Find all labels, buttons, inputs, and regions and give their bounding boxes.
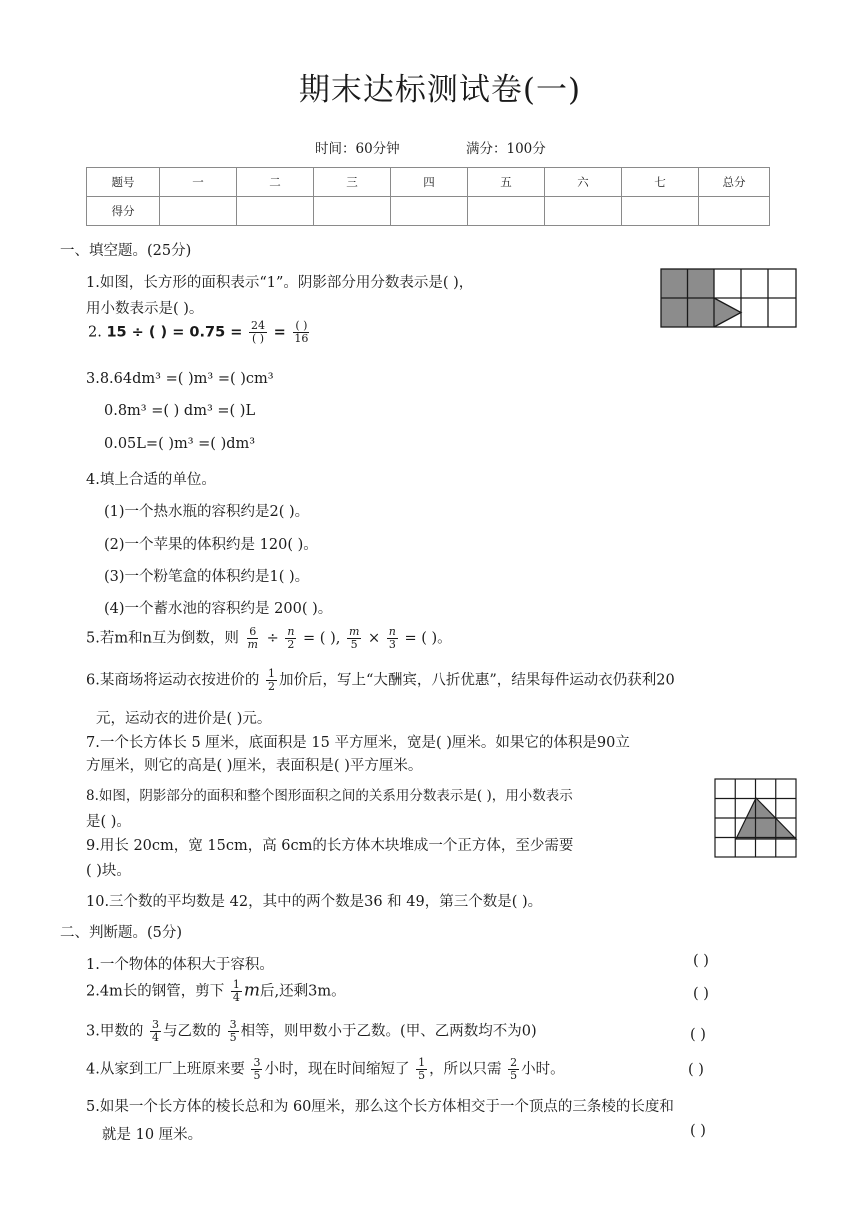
fraction-denominator: ( ) <box>251 332 265 345</box>
question-text: 后,还剩3m。 <box>260 983 346 1000</box>
question-text: 加价后，写上“大酬宾，八折优惠”，结果每件运动衣仍获利20 <box>278 672 675 689</box>
rectangle-fraction-figure <box>660 268 798 330</box>
score-input-cell[interactable] <box>314 197 391 226</box>
table-cell: 四 <box>391 168 468 197</box>
question-3-line-2: 0.8m³ =( ) dm³ =( )L <box>104 403 256 419</box>
grid-triangle-figure <box>714 778 798 858</box>
fraction-numerator: 3 <box>253 1056 261 1069</box>
answer-parentheses[interactable]: ( ) <box>693 953 709 969</box>
question-text: 2.4m长的钢管，剪下 <box>86 983 225 1000</box>
fraction <box>285 626 296 651</box>
table-cell: 题号 <box>87 168 160 197</box>
score-input-cell[interactable] <box>391 197 468 226</box>
answer-parentheses[interactable]: ( ) <box>690 1123 706 1139</box>
question-4-part-2: (2)一个苹果的体积约是 120( )。 <box>104 537 318 553</box>
fraction-denominator: 16 <box>294 332 309 345</box>
score-input-cell[interactable] <box>237 197 314 226</box>
question-6-line-1 <box>86 668 675 693</box>
question-text: ，所以只需 <box>429 1061 502 1078</box>
fraction-numerator: 1 <box>232 978 240 991</box>
question-text: 6.某商场将运动衣按进价的 <box>86 672 260 689</box>
score-table <box>86 167 770 226</box>
fraction-denominator: 2 <box>267 680 275 693</box>
fraction <box>249 320 267 345</box>
operator: × <box>368 630 381 647</box>
fraction-denominator: 5 <box>510 1069 518 1082</box>
question-4: 4.填上合适的单位。 <box>86 472 216 488</box>
fraction-numerator: n <box>287 625 295 638</box>
question-text: 3.甲数的 <box>86 1023 144 1040</box>
score-input-cell[interactable] <box>160 197 237 226</box>
section-1-heading: 一、填空题。(25分) <box>60 243 192 259</box>
fraction-numerator: 3 <box>151 1018 159 1031</box>
score-input-cell[interactable] <box>468 197 545 226</box>
question-text: = ( )。 <box>404 630 452 647</box>
question-text: 小时。 <box>521 1061 565 1078</box>
fraction-numerator: 24 <box>251 319 266 332</box>
question-number: 2. <box>88 324 102 341</box>
fraction-denominator: 5 <box>350 638 358 651</box>
score-input-cell[interactable] <box>545 197 622 226</box>
question-4-part-1: (1)一个热水瓶的容积约是2( )。 <box>104 504 310 520</box>
score-input-cell[interactable] <box>622 197 699 226</box>
question-3-line-1: 3.8.64dm³ =( )m³ =( )cm³ <box>86 371 274 387</box>
fraction-denominator: 4 <box>151 1031 159 1044</box>
answer-parentheses[interactable]: ( ) <box>693 986 709 1002</box>
fraction-denominator: 3 <box>388 638 396 651</box>
fraction <box>246 626 260 651</box>
fraction-numerator: 2 <box>510 1056 518 1069</box>
table-cell: 五 <box>468 168 545 197</box>
fraction-numerator: 1 <box>418 1056 426 1069</box>
question-text: 5.若m和n互为倒数，则 <box>86 630 239 647</box>
question-text: 相等，则甲数小于乙数。(甲、乙两数均不为0) <box>240 1023 537 1040</box>
fraction <box>251 1057 262 1082</box>
question-text: 小时，现在时间缩短了 <box>264 1061 410 1078</box>
fraction-numerator: 6 <box>249 625 257 638</box>
question-1-line-2: 用小数表示是( )。 <box>86 301 204 317</box>
question-text: = ( ), <box>303 630 341 647</box>
judgement-3 <box>86 1019 537 1044</box>
time-limit: 时间：60分钟 <box>315 141 400 157</box>
judgement-5-line-1: 5.如果一个长方体的棱长总和为 60厘米，那么这个长方体相交于一个顶点的三条棱的长度和 <box>86 1099 674 1115</box>
unit-text: m <box>243 980 261 1001</box>
question-7-line-1: 7.一个长方体长 5 厘米，底面积是 15 平方厘米，宽是( )厘米。如果它的体积是90立 <box>86 735 630 751</box>
fraction <box>231 979 242 1004</box>
operator: ÷ <box>266 630 279 647</box>
question-4-part-3: (3)一个粉笔盒的体积约是1( )。 <box>104 569 310 585</box>
question-7-line-2: 方厘米，则它的高是( )厘米，表面积是( )平方厘米。 <box>86 758 423 774</box>
page-title: 期末达标测试卷(一) <box>298 72 582 108</box>
judgement-5-line-2: 就是 10 厘米。 <box>102 1127 203 1143</box>
table-cell: 总分 <box>699 168 770 197</box>
table-cell: 一 <box>160 168 237 197</box>
question-9-line-2: ( )块。 <box>86 863 131 879</box>
fraction-denominator: m <box>247 638 258 651</box>
fraction-numerator: 1 <box>267 667 275 680</box>
fraction <box>266 668 277 693</box>
question-1-line-1: 1.如图，长方形的面积表示“1”。阴影部分用分数表示是( )， <box>86 275 474 291</box>
score-table-score-row <box>87 197 770 226</box>
fraction-denominator: 5 <box>229 1031 237 1044</box>
answer-parentheses[interactable]: ( ) <box>688 1062 704 1078</box>
fraction-denominator: 5 <box>253 1069 261 1082</box>
question-4-part-4: (4)一个蓄水池的容积约是 200( )。 <box>104 601 333 617</box>
table-cell: 得分 <box>87 197 160 226</box>
answer-parentheses[interactable]: ( ) <box>690 1027 706 1043</box>
full-score: 满分：100分 <box>466 141 546 157</box>
question-2 <box>88 320 312 345</box>
judgement-1: 1.一个物体的体积大于容积。 <box>86 957 274 973</box>
judgement-2 <box>86 979 346 1004</box>
fraction-numerator: 3 <box>229 1018 237 1031</box>
question-5 <box>86 626 452 651</box>
fraction <box>416 1057 427 1082</box>
fraction <box>150 1019 161 1044</box>
fraction-denominator: 4 <box>232 991 240 1004</box>
fraction <box>228 1019 239 1044</box>
table-cell: 七 <box>622 168 699 197</box>
fraction <box>292 320 310 345</box>
question-text: 与乙数的 <box>162 1023 221 1040</box>
table-cell: 三 <box>314 168 391 197</box>
fraction-numerator: n <box>388 625 396 638</box>
question-3-line-3: 0.05L=( )m³ =( )dm³ <box>104 436 256 452</box>
fraction-denominator: 5 <box>418 1069 426 1082</box>
judgement-4 <box>86 1057 565 1082</box>
equals-sign: = <box>273 324 286 341</box>
score-input-cell[interactable] <box>699 197 770 226</box>
question-10: 10.三个数的平均数是 42，其中的两个数是36 和 49，第三个数是( )。 <box>86 894 543 910</box>
fraction-numerator: ( ) <box>295 319 308 332</box>
table-cell: 二 <box>237 168 314 197</box>
fraction-denominator: 2 <box>287 638 295 651</box>
equation-text: 15 ÷ ( ) = 0.75 = <box>106 324 243 341</box>
question-8-line-1: 8.如图，阴影部分的面积和整个图形面积之间的关系用分数表示是( )，用小数表示 <box>86 788 573 804</box>
question-6-line-2: 元，运动衣的进价是( )元。 <box>96 711 272 727</box>
fraction <box>508 1057 519 1082</box>
score-table-header-row <box>87 168 770 197</box>
fraction <box>347 626 361 651</box>
shaded-triangle <box>714 298 741 327</box>
table-cell: 六 <box>545 168 622 197</box>
question-text: 4.从家到工厂上班原来要 <box>86 1061 245 1078</box>
fraction <box>387 626 398 651</box>
section-2-heading: 二、判断题。(5分) <box>60 925 183 941</box>
fraction-numerator: m <box>348 625 360 638</box>
question-8-line-2: 是( )。 <box>86 814 131 830</box>
question-9-line-1: 9.用长 20cm，宽 15cm，高 6cm的长方体木块堆成一个正方体，至少需要 <box>86 838 574 854</box>
